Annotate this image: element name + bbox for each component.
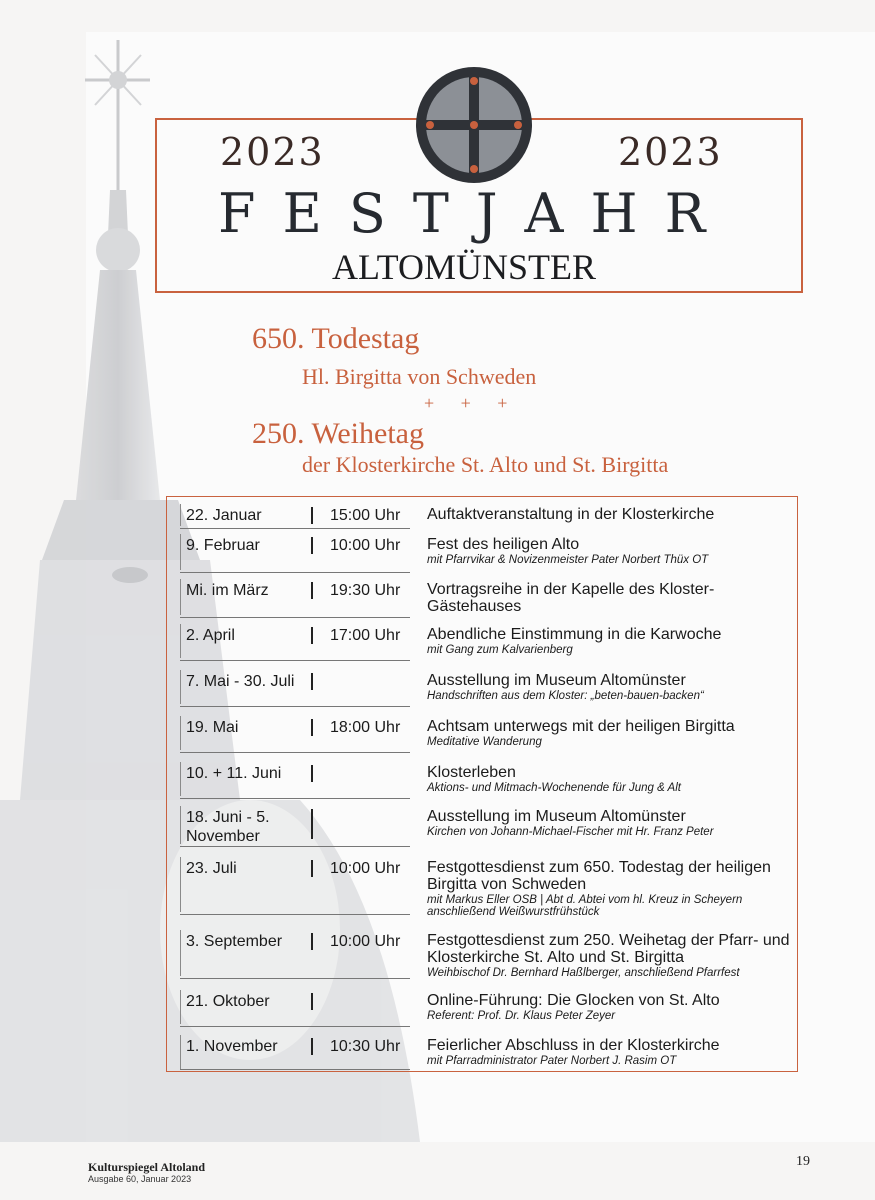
event-title-text: Feierlicher Abschluss in der Klosterkirche bbox=[427, 1037, 720, 1054]
schedule-row bbox=[180, 808, 792, 846]
event-title bbox=[427, 536, 708, 566]
event-date: 1. November bbox=[186, 1038, 278, 1055]
schedule-row bbox=[180, 506, 792, 528]
event-title-text: Online-Führung: Die Glocken von St. Alto bbox=[427, 992, 720, 1009]
schedule-row bbox=[180, 626, 792, 660]
event-title bbox=[427, 859, 797, 918]
event-date: Mi. im März bbox=[186, 582, 269, 599]
event-note: mit Gang zum Kalvarienberg bbox=[427, 644, 573, 656]
event-note: Weihbischof Dr. Bernhard Haßlberger, anschließend Pfarrfest bbox=[427, 967, 740, 979]
event-title bbox=[427, 932, 797, 979]
separator-bar bbox=[311, 719, 313, 736]
event-title-text: Ausstellung im Museum Altomünster bbox=[427, 808, 686, 825]
issue-info: Ausgabe 60, Januar 2023 bbox=[88, 1174, 192, 1184]
anniversary-1-subtitle: Hl. Birgitta von Schweden bbox=[302, 364, 537, 389]
event-time: 10:00 Uhr bbox=[330, 860, 401, 877]
event-note: Referent: Prof. Dr. Klaus Peter Zeyer bbox=[427, 1010, 616, 1022]
event-time: 10:00 Uhr bbox=[330, 537, 401, 554]
separator-bar bbox=[311, 765, 313, 782]
separator-bar bbox=[311, 582, 313, 599]
separator-bar bbox=[311, 507, 313, 524]
schedule-row bbox=[180, 672, 792, 706]
event-note: Kirchen von Johann-Michael-Fischer mit Hr. Franz Peter bbox=[427, 826, 714, 838]
schedule-row bbox=[180, 764, 792, 798]
cross-seal-logo bbox=[414, 65, 534, 185]
event-date: 10. + 11. Juni bbox=[186, 765, 282, 782]
separator-bar bbox=[311, 933, 313, 950]
event-date: 2. April bbox=[186, 627, 235, 644]
separator-bar bbox=[311, 993, 313, 1010]
schedule-row bbox=[180, 718, 792, 752]
event-date: 21. Oktober bbox=[186, 993, 270, 1010]
schedule-row bbox=[180, 536, 792, 572]
event-title bbox=[427, 718, 735, 748]
event-note: mit Pfarradministrator Pater Norbert J. Rasim OT bbox=[427, 1055, 677, 1067]
event-title-text: Festgottesdienst zum 650. Todestag der heiligen Birgitta von Schweden bbox=[427, 859, 771, 893]
event-title bbox=[427, 764, 681, 794]
event-title bbox=[427, 672, 704, 702]
event-time: 10:00 Uhr bbox=[330, 933, 401, 950]
event-date: 9. Februar bbox=[186, 537, 260, 554]
separator-bar bbox=[311, 860, 313, 877]
anniversary-2-subtitle: der Klosterkirche St. Alto und St. Birgitta bbox=[302, 452, 669, 477]
year-right: 2023 bbox=[618, 130, 723, 174]
schedule-row bbox=[180, 1037, 792, 1071]
page-title: FESTJAHR bbox=[218, 182, 733, 245]
separator-bar bbox=[311, 1038, 313, 1055]
event-date: 23. Juli bbox=[186, 860, 237, 877]
schedule-row bbox=[180, 581, 792, 617]
event-title-text: Ausstellung im Museum Altomünster bbox=[427, 672, 686, 689]
schedule-row bbox=[180, 992, 792, 1026]
event-time: 15:00 Uhr bbox=[330, 507, 401, 524]
event-date: 18. Juni - 5. November bbox=[186, 809, 270, 845]
event-title-text: Fest des heiligen Alto bbox=[427, 536, 580, 553]
event-date: 19. Mai bbox=[186, 719, 239, 736]
event-title-text: Vortragsreihe in der Kapelle des Kloster-Gästehauses bbox=[427, 581, 715, 615]
page-number: 19 bbox=[796, 1154, 810, 1169]
event-date: 7. Mai - 30. Juli bbox=[186, 673, 295, 690]
cross-divider: + + + bbox=[424, 393, 508, 413]
event-title-text: Achtsam unterwegs mit der heiligen Birgitta bbox=[427, 718, 735, 735]
event-title-text: Abendliche Einstimmung in die Karwoche bbox=[427, 626, 722, 643]
publication-name: Kulturspiegel Altoland bbox=[88, 1160, 206, 1174]
separator-bar bbox=[311, 537, 313, 554]
event-title-text: Klosterleben bbox=[427, 764, 516, 781]
schedule-row bbox=[180, 932, 792, 978]
event-title bbox=[427, 581, 727, 615]
anniversary-1-title: 650. Todestag bbox=[252, 322, 420, 355]
event-note: mit Pfarrvikar & Novizenmeister Pater Norbert Thüx OT bbox=[427, 554, 709, 566]
event-note: Meditative Wanderung bbox=[427, 736, 542, 748]
event-note: Handschriften aus dem Kloster: „beten-bauen-backen“ bbox=[427, 690, 704, 702]
event-title bbox=[427, 1037, 720, 1067]
separator-bar bbox=[311, 627, 313, 644]
anniversary-2-title: 250. Weihetag bbox=[252, 417, 424, 450]
page-subtitle: ALTOMÜNSTER bbox=[332, 247, 597, 287]
event-title-text: Festgottesdienst zum 250. Weihetag der Pfarr- und Klosterkirche St. Alto und St. Birgitta bbox=[427, 932, 790, 966]
event-note: mit Markus Eller OSB | Abt d. Abtei vom hl. Kreuz in Scheyern anschließend Weißwurstfrühstück bbox=[427, 894, 743, 918]
year-left: 2023 bbox=[220, 130, 325, 174]
event-title-text: Auftaktveranstaltung in der Klosterkirche bbox=[427, 506, 715, 523]
separator-bar bbox=[311, 673, 313, 690]
event-time: 17:00 Uhr bbox=[330, 627, 401, 644]
event-note: Aktions- und Mitmach-Wochenende für Jung & Alt bbox=[427, 782, 681, 794]
event-title bbox=[427, 506, 714, 523]
event-title bbox=[427, 808, 714, 838]
event-time: 10:30 Uhr bbox=[330, 1038, 401, 1055]
event-title bbox=[427, 992, 720, 1022]
separator-bar bbox=[311, 809, 313, 839]
schedule-row bbox=[180, 859, 792, 918]
event-time: 19:30 Uhr bbox=[330, 582, 401, 599]
event-date: 22. Januar bbox=[186, 507, 262, 524]
event-time: 18:00 Uhr bbox=[330, 719, 401, 736]
event-date: 3. September bbox=[186, 933, 283, 950]
event-title bbox=[427, 626, 721, 656]
